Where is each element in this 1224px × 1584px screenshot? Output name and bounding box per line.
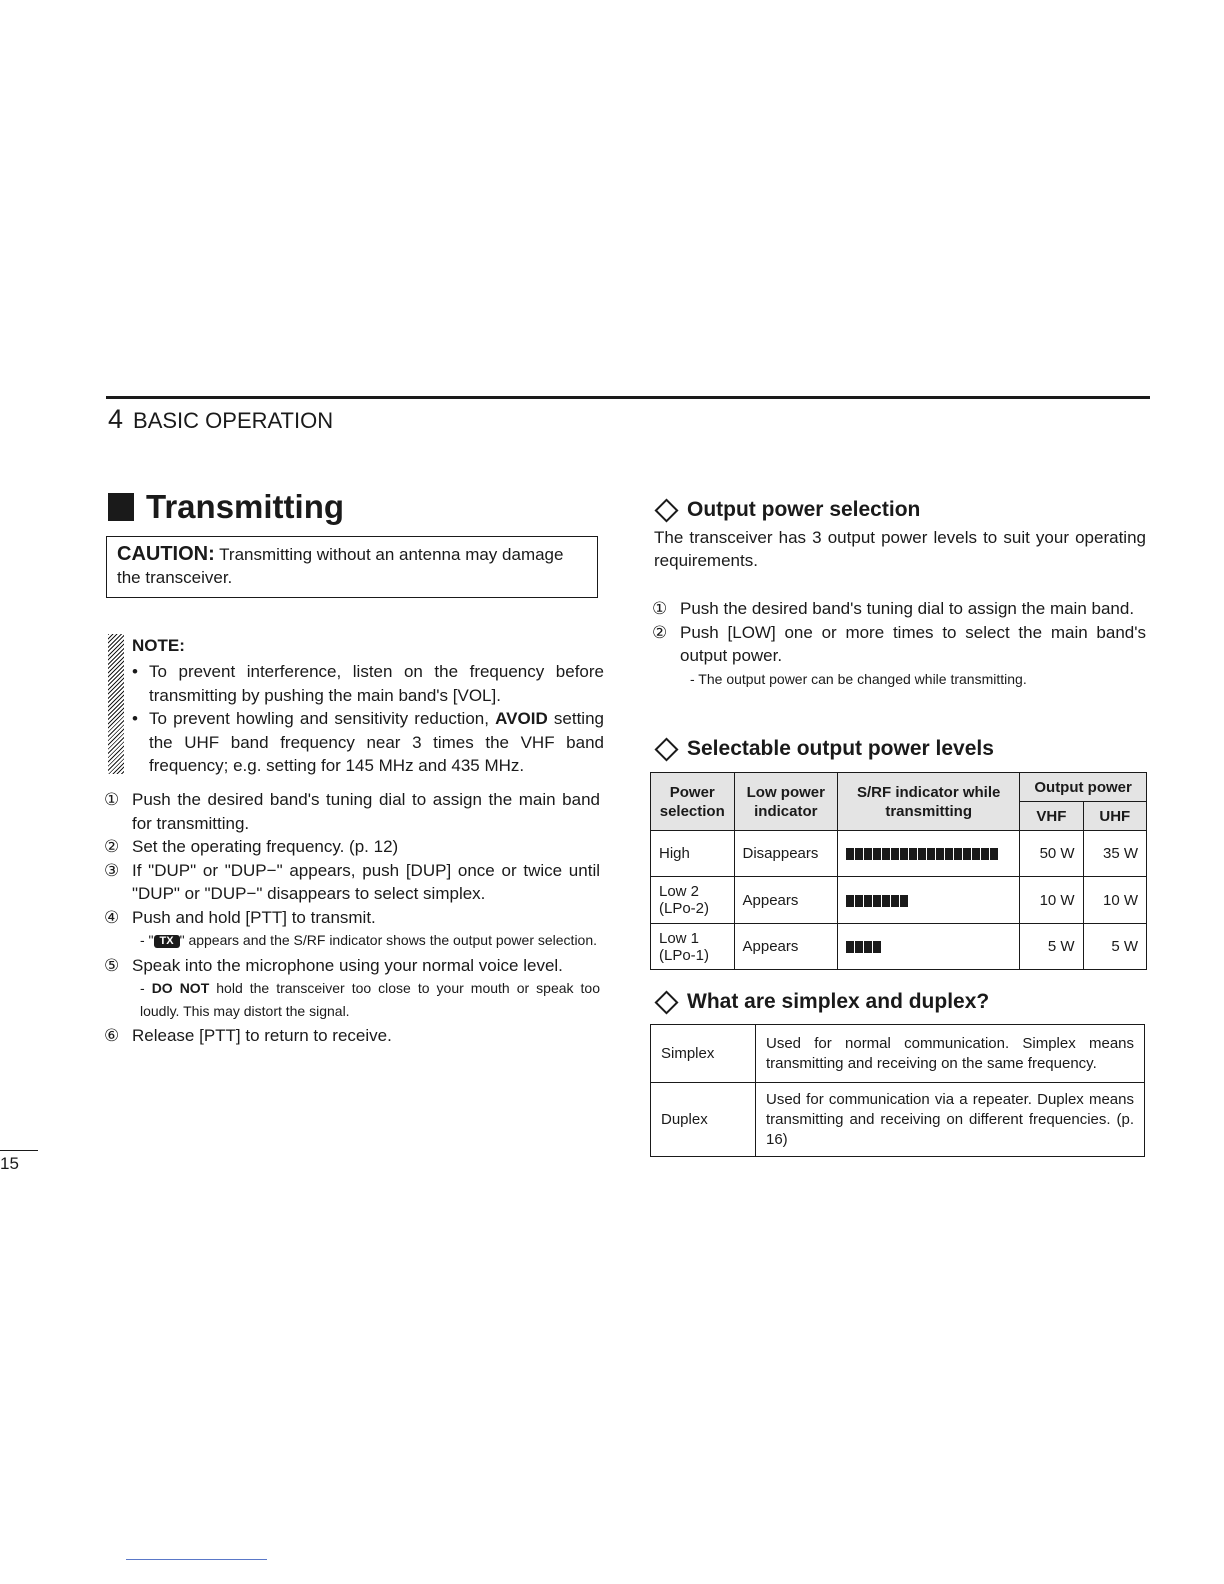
chapter-heading: [108, 404, 333, 435]
srf-segment: [882, 895, 890, 907]
srf-segment: [972, 848, 980, 860]
bullet-icon: •: [132, 709, 138, 728]
srf-segment: [891, 848, 899, 860]
step-item: ③ If "DUP" or "DUP−" appears, push [DUP] once or twice until "DUP" or "DUP−" disappears to select simplex.: [104, 860, 600, 903]
note-item: • To prevent howling and sensitivity reduction, AVOID setting the UHF band frequency near 3 times the VHF band frequency; e.g. setting for 145 MHz and 435 MHz.: [132, 707, 604, 778]
table-row: High Disappears 50 W 35 W: [651, 831, 1147, 877]
srf-segment: [891, 895, 899, 907]
srf-segment: [846, 895, 854, 907]
col-vhf: VHF: [1020, 802, 1083, 831]
srf-segment: [954, 848, 962, 860]
srf-segment: [873, 941, 881, 953]
col-power-selection: Power selection: [651, 773, 735, 831]
chapter-title: BASIC OPERATION: [133, 408, 334, 433]
srf-segment: [882, 848, 890, 860]
output-selection-heading: Output power selection: [652, 498, 920, 522]
note-item: • To prevent interference, listen on the frequency before transmitting by pushing the main band's [VOL].: [132, 660, 604, 707]
step-item: ① Push the desired band's tuning dial to assign the main band.: [652, 599, 1135, 618]
srf-segment: [936, 848, 944, 860]
srf-segments: [838, 831, 1020, 877]
simplex-duplex-heading: What are simplex and duplex?: [652, 990, 989, 1014]
col-uhf: UHF: [1083, 802, 1146, 831]
table-row: Low 2 (LPo-2) Appears 10 W 10 W: [651, 877, 1147, 924]
tx-badge-icon: TX: [154, 935, 180, 948]
srf-segment: [918, 848, 926, 860]
table-row: Simplex Used for normal communication. Simplex means transmitting and receiving on the same frequency.: [651, 1025, 1145, 1083]
srf-segment: [963, 848, 971, 860]
step-note: - The output power can be changed while transmitting.: [690, 670, 1027, 687]
srf-segment: [927, 848, 935, 860]
srf-segment: [864, 895, 872, 907]
section-title: [108, 488, 344, 526]
step-note: - DO NOT hold the transceiver too close to your mouth or speak too loudly. This may distort the signal.: [140, 980, 600, 1019]
srf-segments: [838, 877, 1020, 924]
srf-segments: [838, 924, 1020, 970]
diamond-icon: [654, 498, 678, 522]
table-row: Low 1 (LPo-1) Appears 5 W 5 W: [651, 924, 1147, 970]
diamond-icon: [654, 990, 678, 1014]
srf-segment: [909, 848, 917, 860]
srf-segment: [900, 848, 908, 860]
caution-label: CAUTION:: [117, 543, 215, 565]
bullet-icon: •: [132, 662, 138, 681]
step-item: ② Push [LOW] one or more times to select the main band's output power.: [652, 622, 1146, 665]
srf-segment: [855, 848, 863, 860]
step-item: ⑤ Speak into the microphone using your normal voice level.: [104, 955, 563, 975]
srf-segment: [990, 848, 998, 860]
srf-segment: [873, 895, 881, 907]
section-title-text: Transmitting: [146, 488, 345, 525]
srf-segment: [846, 941, 854, 953]
page-number: 15: [0, 1154, 19, 1173]
header-rule: [106, 396, 1150, 399]
chapter-number: 4: [108, 404, 124, 434]
srf-segment: [945, 848, 953, 860]
table-row: Duplex Used for communication via a repeater. Duplex means transmitting and receiving on different frequencies. (p. 16): [651, 1083, 1145, 1157]
srf-segment: [846, 848, 854, 860]
srf-segment: [900, 895, 908, 907]
srf-segment: [855, 941, 863, 953]
step-item: ⑥ Release [PTT] to return to receive.: [104, 1026, 392, 1045]
page-number-rule: [0, 1150, 38, 1151]
note-stripes-icon: [108, 634, 124, 774]
caution-text: Transmitting without an antenna may damage the transceiver.: [117, 545, 564, 587]
srf-segment: [864, 848, 872, 860]
step-item: ④ Push and hold [PTT] to transmit.: [104, 907, 376, 927]
step-item: ② Set the operating frequency. (p. 12): [104, 837, 399, 856]
col-srf: S/RF indicator while transmitting: [838, 773, 1020, 831]
levels-heading: Selectable output power levels: [652, 737, 994, 761]
power-levels-table: [650, 772, 1147, 970]
diamond-icon: [654, 737, 678, 761]
srf-segment: [981, 848, 989, 860]
srf-segment: [873, 848, 881, 860]
col-output-power: Output power: [1020, 773, 1147, 802]
square-bullet-icon: [108, 493, 134, 521]
srf-segment: [855, 895, 863, 907]
bottom-rule: [126, 1559, 267, 1560]
step-note: - " TX " appears and the S/RF indicator shows the output power selection.: [140, 932, 598, 948]
caution-box: [106, 536, 598, 598]
srf-segment: [864, 941, 872, 953]
step-item: ① Push the desired band's tuning dial to assign the main band for transmitting.: [104, 790, 600, 833]
col-low-power-indicator: Low power indicator: [734, 773, 838, 831]
transmit-steps: [104, 788, 600, 1048]
simplex-duplex-table: [650, 1024, 1145, 1157]
output-selection-intro: The transceiver has 3 output power levels to suit your operating requirements.: [654, 528, 1146, 570]
output-selection-steps: [652, 597, 1146, 692]
note-title: NOTE:: [132, 636, 185, 655]
